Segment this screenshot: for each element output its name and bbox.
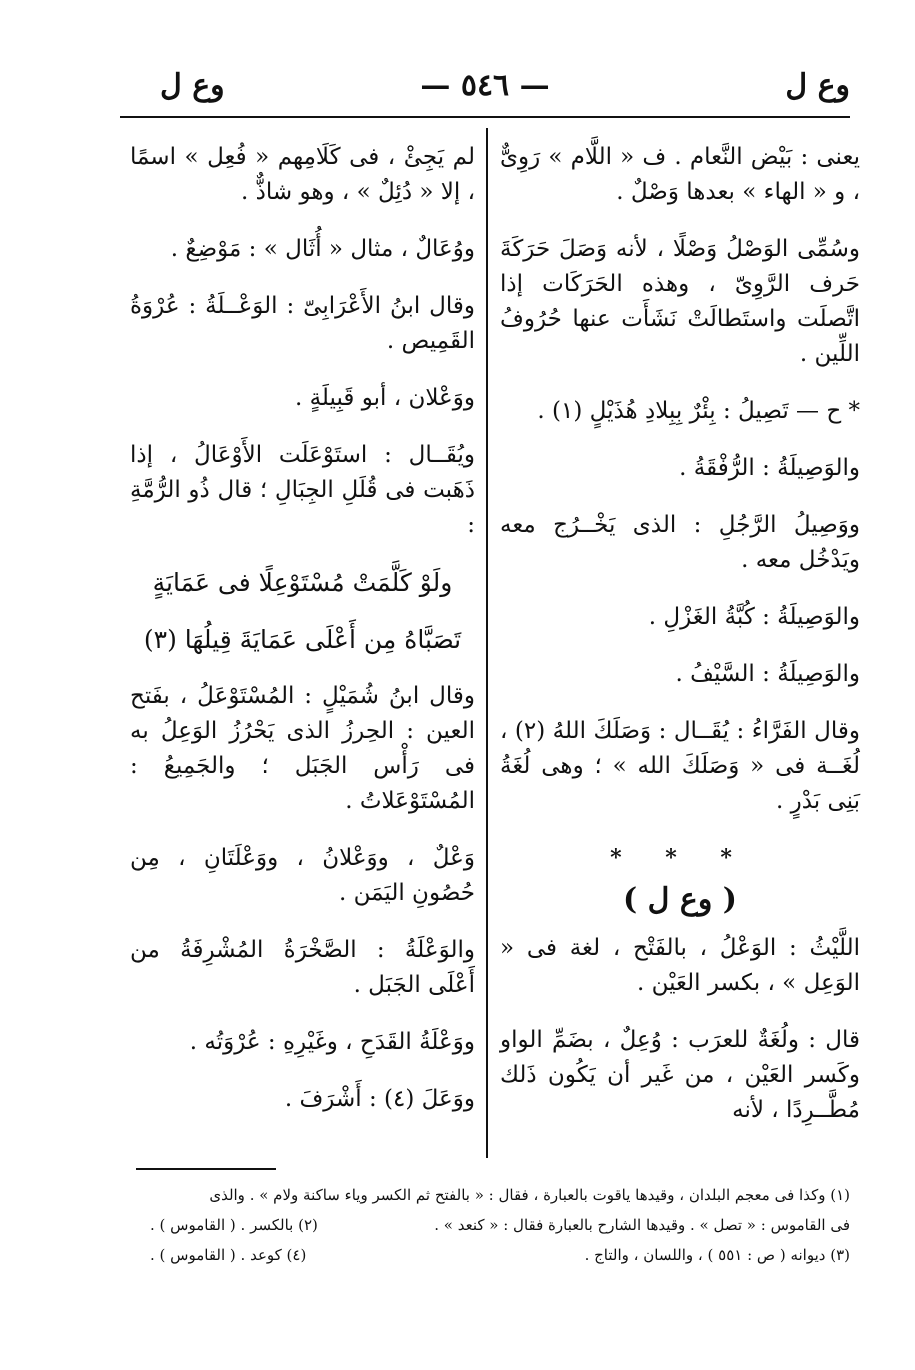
right-paragraph-3: * ح — تَصِيلُ : بِئْرٌ بِبِلادِ هُذَيْلٍ (١) . (537, 398, 860, 424)
footnote-1-line-2: فى القاموس : « تصل » . وقيدها الشارح بالعبارة فقال : « كنعد » . (434, 1216, 850, 1234)
right-paragraph-1: يعنى : بَيْض النَّعام . ف « اللَّام » رَوِىٌّ ، و « الهاء » بعدها وَصْلٌ . (500, 144, 860, 205)
right-paragraph-6: والوَصِيلَةُ : كُبَّةُ الغَزْلِ . (648, 604, 860, 630)
left-paragraph-5: ويُقَــال : استَوْعَلَت الأَوْعَالُ ، إذا ذَهَبت فى قُلَلِ الجِبَالِ ؛ قال ذُو الرُّمَّةِ : (130, 442, 475, 538)
footnote-1-line-1: (١) وكذا فى معجم البلدان ، وقيدها ياقوت بالعبارة ، فقال : « بالفتح ثم الكسر وياء ساكنة ولام » . والذى (209, 1186, 850, 1204)
left-paragraph-1: لم يَجِئْ ، فى كَلَامِهم « فُعِل » اسمًا ، إلا « دُئِلٌ » ، وهو شاذٌّ . (130, 144, 475, 205)
left-paragraph-3: وقال ابنُ الأَعْرَابِىّ : الوَعْــلَةُ : عُرْوَةُ القَمِيص . (130, 293, 475, 354)
page-header (120, 62, 850, 118)
left-column (130, 140, 475, 1139)
left-paragraph-8: والوَعْلَةُ : الصَّخْرَةُ المُشْرِفَةُ من أَعْلَى الجَبَل . (130, 937, 475, 998)
right-paragraph-7: والوَصِيلَةُ : السَّيْفُ . (675, 661, 860, 687)
right-paragraph-4: والوَصِيلَةُ : الرُّفْقَةُ . (679, 455, 860, 481)
footnote-row-2 (150, 1240, 850, 1270)
left-paragraph-10: ووَعَلَ (٤) : أَشْرَفَ . (284, 1086, 475, 1112)
left-paragraph-2: ووُعَالٌ ، مثال « أُثَال » : مَوْضِعٌ . (170, 236, 475, 262)
right-paragraph-5: ووَصِيلُ الرَّجُلِ : الذى يَخْــرُج معه ويَدْخُل معه . (500, 512, 860, 573)
section-title: ( وع ل ) (623, 882, 737, 917)
right-column (500, 140, 860, 1150)
header-root-right: وع ل (785, 68, 850, 103)
footnote-4: (٤) كوعد . ( القاموس ) . (150, 1246, 307, 1264)
header-root-left: وع ل (160, 68, 225, 103)
left-paragraph-6: وقال ابنُ شُمَيْلٍ : المُسْتَوْعَلُ ، بفَتح العين : الحِرزُ الذى يَحْرُزُ الوَعِلُ به فى رَأْس الجَبَل ؛ والجَمِيعُ : المُسْتَوْعَلاتُ . (130, 683, 475, 814)
left-paragraph-7: وَعْلٌ ، ووَعْلانُ ، ووَعْلَتَانِ ، مِن حُصُونِ اليَمَن . (130, 845, 475, 906)
right-paragraph-2: وسُمِّى الوَصْلُ وَصْلًا ، لأنه وَصَلَ حَرَكَةَ حَرف الرَّوِىّ ، وهذه الحَرَكَات إذا اتَّصلَت واستَطالَتْ نَشَأَت عنها حُرُوفُ اللِّين . (500, 236, 860, 367)
right-paragraph-9: اللَّيْثُ : الوَعْلُ ، بالفَتْح ، لغة فى « الوَعِل » ، بكسر العَيْن . (500, 935, 860, 996)
header-rule (120, 116, 850, 118)
section-separator-stars: * * * (610, 845, 750, 871)
footnote-rule (136, 1168, 276, 1170)
left-paragraph-4: ووَعْلان ، أبو قَبِيلَةٍ . (294, 385, 475, 411)
column-divider (486, 128, 488, 1158)
footnotes (150, 1180, 850, 1270)
right-paragraph-10: قال : ولُغَةٌ للعرَب : وُعِلٌ ، بضَمِّ الواو وكَسر العَيْن ، من غَير أن يَكُون ذَلك مُطَّــرِدًا ، لأنه (500, 1027, 860, 1123)
right-paragraph-8: وقال الفَرَّاءُ : يُقَــال : وَصَلَكَ اللهُ (٢) ، لُغَــة فى « وَصَلَكَ الله » ؛ وهى لُغَةُ بَنِى بَدْرٍ . (500, 718, 860, 814)
footnote-2: (٢) بالكسر . ( القاموس ) . (150, 1216, 318, 1234)
verse-line-2: تَصَبَّاهُ مِن أَعْلَى عَمَايَةَ قِيلُهَا (٣) (143, 625, 462, 654)
verse-line-1: ولَوْ كَلَّمَتْ مُسْتَوْعِلًا فى عَمَايَةٍ (152, 568, 453, 597)
left-paragraph-9: ووَعْلَةُ القَدَحِ ، وغَيْرِهِ : عُرْوَتُه . (189, 1029, 475, 1055)
footnote-row-1 (150, 1210, 850, 1240)
page-number: — ٥٤٦ — (420, 68, 550, 103)
footnote-3: (٣) ديوانه ( ص : ٥٥١ ) ، واللسان ، والتاج . (584, 1246, 850, 1264)
